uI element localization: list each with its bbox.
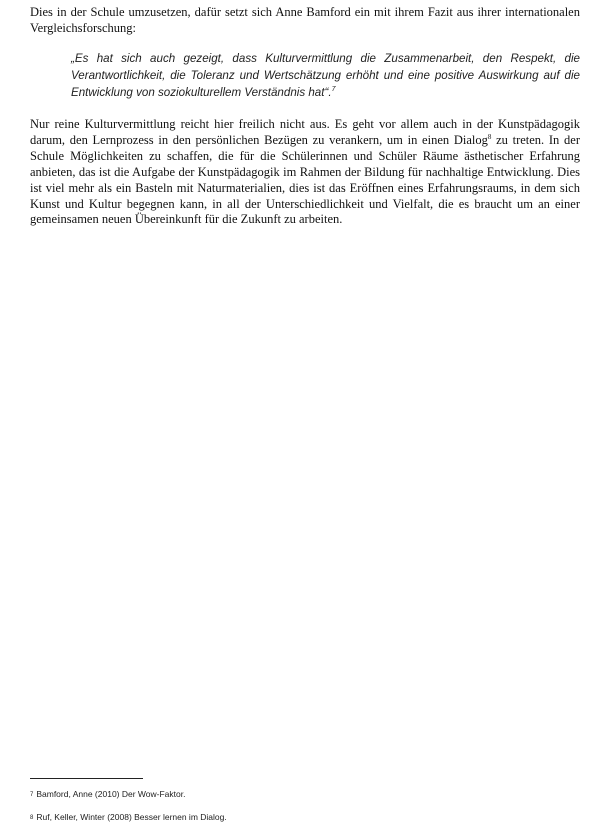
footnote-separator [30, 778, 143, 779]
footnote-8 [30, 812, 227, 823]
intro-paragraph: Dies in der Schule umzusetzen, dafür setzt sich Anne Bamford ein mit ihrem Fazit aus ihrer internationalen Vergleichsforschung: [30, 5, 580, 35]
footnote-number: 7 [30, 792, 34, 798]
footnote-ref-7[interactable]: 7 [331, 86, 336, 94]
footnote-ref-8[interactable]: 8 [487, 132, 492, 141]
body-paragraph [30, 117, 580, 228]
block-quote [71, 50, 580, 101]
body-text-end: zu treten. In der Schule Möglichkeiten zu schaffen, die für die Schülerinnen und Schüler Räume ästhetischer Erfahrung anbieten, das ist die Aufgabe der Kunstpädagogik im Rahmen der Bildung für nachhaltige Entwicklung. Dies ist viel mehr als ein Basteln mit Naturmaterialien, dies ist das Eröffnen eines Erfahrungsraums, in dem sich Kunst und Kultur begegnen kann, in all der Unterschiedlichkeit und Vielfalt, die es braucht um an einer gemeinsamen neuen Übereinkunft für die Zukunft zu arbeiten. [30, 132, 580, 227]
footnote-number: 8 [30, 815, 34, 821]
footnote-7 [30, 789, 185, 800]
quote-text: „Es hat sich auch gezeigt, dass Kulturvermittlung die Zusammenarbeit, den Respekt, die Verantwortlichkeit, die Toleranz und Wertschätzung erhöht und eine positive Auswirkung auf die Entwicklung von soziokulturellem Verständnis hat“. [71, 52, 580, 99]
body-text-start: Nur reine Kulturvermittlung reicht hier freilich nicht aus. Es geht vor allem auch in der Kunstpädagogik darum, den Lernprozess in den persönlichen Bezügen zu verankern, um in einen Dialog [30, 117, 580, 147]
footnote-text: Ruf, Keller, Winter (2008) Besser lernen im Dialog. [36, 812, 227, 822]
footnote-text: Bamford, Anne (2010) Der Wow-Faktor. [36, 789, 186, 799]
